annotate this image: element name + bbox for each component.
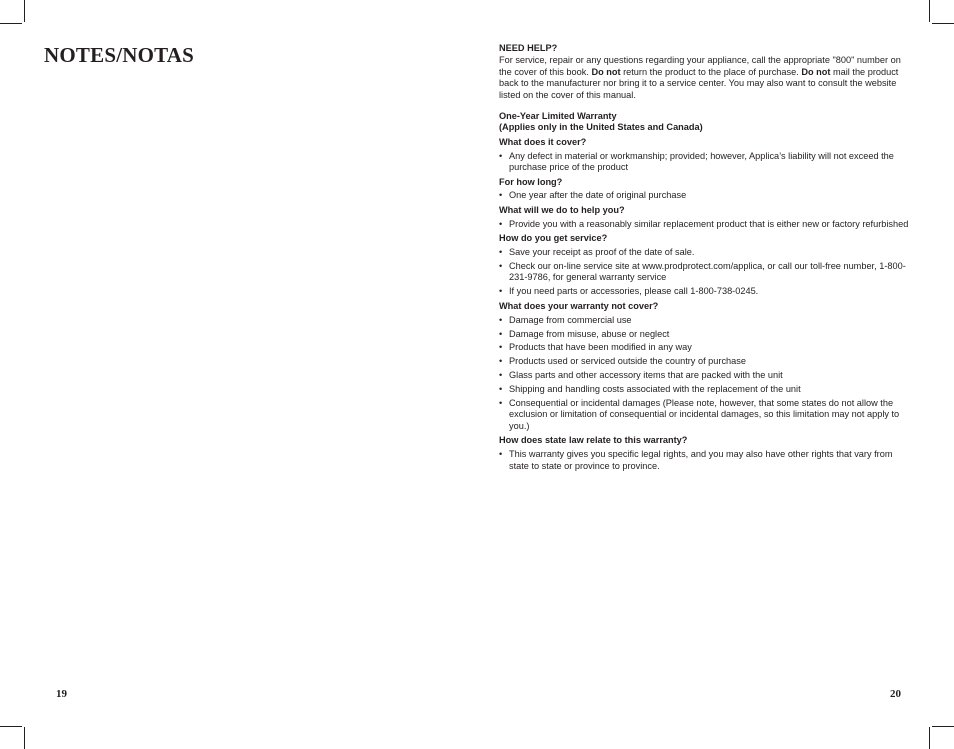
warranty-list [499, 151, 911, 174]
crop-mark [0, 726, 22, 727]
list-item: • Products used or serviced outside the country of purchase [499, 356, 911, 367]
warranty-section [499, 137, 911, 174]
page-title: NOTES/NOTAS [44, 43, 195, 67]
warranty-sections [499, 137, 911, 472]
list-item: • This warranty gives you specific legal rights, and you may also have other rights that vary from state to state or province to province. [499, 449, 911, 472]
crop-mark [24, 727, 25, 749]
list-item: • Consequential or incidental damages (Please note, however, that some states do not allow the exclusion or limitation of consequential or incidental damages, so this limitation may not apply to you.) [499, 398, 911, 432]
warranty-list [499, 247, 911, 298]
crop-mark [24, 0, 25, 22]
list-item: • If you need parts or accessories, please call 1-800-738-0245. [499, 286, 911, 297]
warranty-title: One-Year Limited Warranty [499, 111, 617, 122]
list-item: • Any defect in material or workmanship; provided; however, Applica’s liability will not exceed the purchase price of the product [499, 151, 911, 174]
warranty-subtitle: (Applies only in the United States and Canada) [499, 122, 703, 133]
list-item: • Products that have been modified in any way [499, 342, 911, 353]
warranty-section [499, 177, 911, 202]
warranty-section [499, 205, 911, 230]
list-item: • Check our on-line service site at www.prodprotect.com/applica, or call our toll-free number, 1-800-231-9786, for general warranty service [499, 261, 911, 284]
need-help-text: For service, repair or any questions regarding your appliance, call the appropriate "800" number on the cover of this book. Do not return the product to the place of purchase. Do not mail the product back to the manufacturer nor bring it to a service center. You may also want to consult the website listed on the cover of this manual. [499, 55, 901, 100]
need-help-heading: NEED HELP? [499, 43, 558, 53]
page-number-left: 19 [56, 688, 67, 700]
page-number-right: 20 [890, 688, 901, 700]
warranty-question: How do you get service? [499, 233, 608, 244]
crop-mark [929, 727, 930, 749]
warranty-list [499, 219, 911, 230]
warranty-list [499, 190, 911, 201]
crop-mark [929, 0, 930, 22]
list-item: • Damage from commercial use [499, 315, 911, 326]
crop-mark [932, 23, 954, 24]
list-item: • Damage from misuse, abuse or neglect [499, 329, 911, 340]
warranty-question: What does it cover? [499, 136, 587, 147]
crop-mark [932, 726, 954, 727]
warranty-question: How does state law relate to this warranty? [499, 435, 688, 446]
list-item: • Save your receipt as proof of the date of sale. [499, 247, 911, 258]
warranty-section [499, 435, 911, 472]
warranty-section [499, 233, 911, 298]
list-item: • Shipping and handling costs associated with the replacement of the unit [499, 384, 911, 395]
warranty-section [499, 301, 911, 433]
list-item: • One year after the date of original purchase [499, 190, 911, 201]
warranty-question: For how long? [499, 176, 563, 187]
list-item: • Provide you with a reasonably similar replacement product that is either new or factory refurbished [499, 219, 911, 230]
crop-mark [0, 23, 22, 24]
right-page-content [499, 43, 911, 472]
warranty-list [499, 315, 911, 433]
warranty-question: What does your warranty not cover? [499, 300, 659, 311]
list-item: • Glass parts and other accessory items that are packed with the unit [499, 370, 911, 381]
warranty-question: What will we do to help you? [499, 204, 625, 215]
warranty-list [499, 449, 911, 472]
